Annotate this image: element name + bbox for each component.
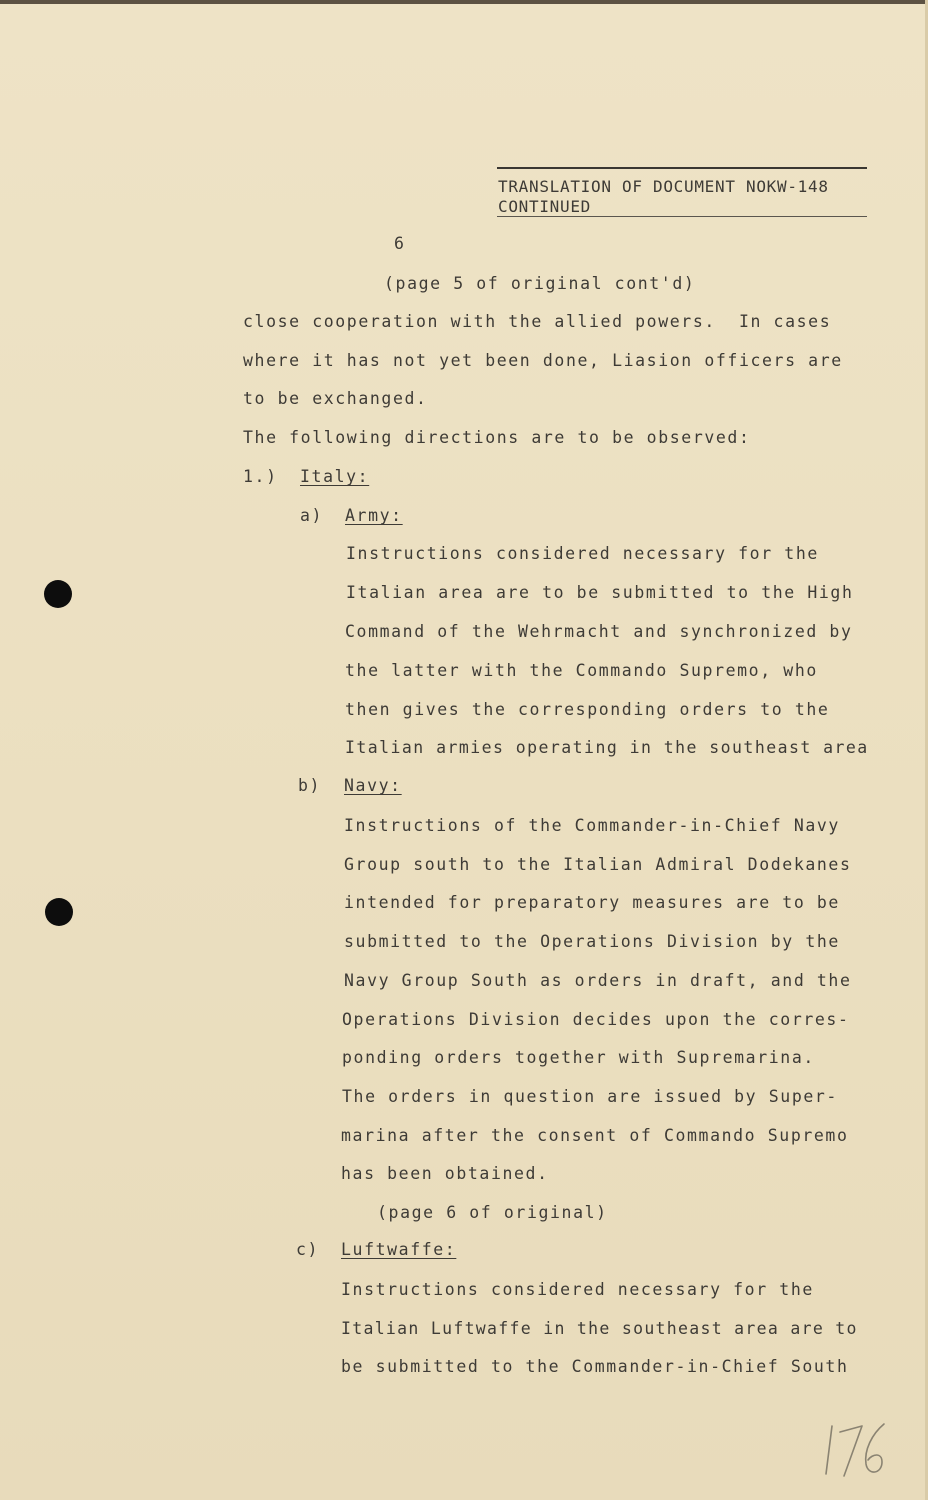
navy-line-5: Navy Group South as orders in draft, and the xyxy=(344,971,852,990)
army-line-5: then gives the corresponding orders to the xyxy=(345,700,830,719)
army-line-3: Command of the Wehrmacht and synchronized by xyxy=(345,622,853,641)
navy-title: Navy: xyxy=(344,776,402,795)
army-line-2: Italian area are to be submitted to the High xyxy=(346,583,854,602)
navy-line-8: The orders in question are issued by Super- xyxy=(342,1087,838,1106)
navy-line-1: Instructions of the Commander-in-Chief Navy xyxy=(344,816,840,835)
army-line-6: Italian armies operating in the southeast area xyxy=(345,738,869,757)
luftwaffe-line-1: Instructions considered necessary for the xyxy=(341,1280,814,1299)
navy-line-4: submitted to the Operations Division by the xyxy=(344,932,840,951)
navy-line-3: intended for preparatory measures are to be xyxy=(344,893,840,912)
navy-letter: b) xyxy=(298,776,322,795)
luftwaffe-title: Luftwaffe: xyxy=(341,1240,457,1259)
navy-line-2: Group south to the Italian Admiral Dodekanes xyxy=(344,855,852,874)
navy-line-10: has been obtained. xyxy=(341,1164,549,1183)
header-top-rule xyxy=(497,167,867,169)
directions-line: The following directions are to be observed: xyxy=(243,428,751,447)
luftwaffe-line-2: Italian Luftwaffe in the southeast area are to xyxy=(341,1319,858,1338)
section-1-number: 1.) xyxy=(243,467,278,486)
punch-hole-lower xyxy=(45,898,73,926)
punch-hole-upper xyxy=(44,580,72,608)
page-note-middle: (page 6 of original) xyxy=(377,1203,608,1222)
intro-line-1: close cooperation with the allied powers. In cases xyxy=(243,312,832,331)
header-bottom-rule xyxy=(497,216,867,217)
intro-line-2: where it has not yet been done, Liasion officers are xyxy=(243,351,843,370)
header-title: TRANSLATION OF DOCUMENT NOKW-148 xyxy=(498,177,829,196)
luftwaffe-letter: c) xyxy=(296,1240,320,1259)
page-note-top: (page 5 of original cont'd) xyxy=(384,274,696,293)
intro-line-3: to be exchanged. xyxy=(243,389,428,408)
navy-line-7: ponding orders together with Supremarina. xyxy=(342,1048,815,1067)
navy-line-6: Operations Division decides upon the corres- xyxy=(342,1010,850,1029)
army-letter: a) xyxy=(300,506,324,525)
page-number: 6 xyxy=(394,234,406,253)
luftwaffe-line-3: be submitted to the Commander-in-Chief South xyxy=(341,1357,849,1376)
header-subtitle: CONTINUED xyxy=(498,197,591,216)
army-title: Army: xyxy=(345,506,403,525)
handwritten-folio-number xyxy=(822,1418,892,1480)
navy-line-9: marina after the consent of Commando Supremo xyxy=(341,1126,849,1145)
army-line-4: the latter with the Commando Supremo, who xyxy=(345,661,818,680)
army-line-1: Instructions considered necessary for the xyxy=(346,544,819,563)
section-1-title: Italy: xyxy=(300,467,370,486)
scan-top-edge xyxy=(0,0,928,4)
